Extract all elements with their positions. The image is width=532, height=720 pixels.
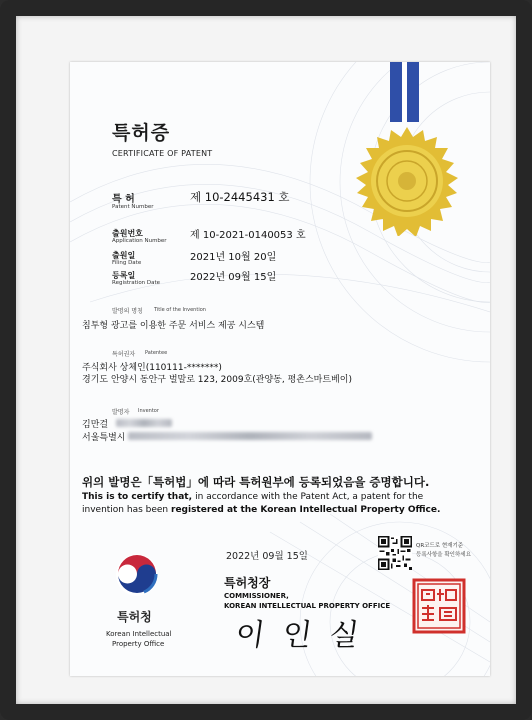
qr-instruction-line2: 등록사항을 확인하세요 — [416, 552, 471, 558]
inventor-label-english: Inventor — [138, 408, 159, 414]
certification-statement-english-line2 — [82, 505, 440, 515]
patent-number-label-english: Patent Number — [112, 204, 154, 210]
commissioner-title: 특허청장 — [224, 576, 271, 590]
filing-date-label-english: Filing Date — [112, 260, 142, 266]
invention-title-label-english: Title of the Invention — [154, 307, 206, 313]
certification-statement: 위의 발명은「특허법」에 따라 특허원부에 등록되었음을 증명합니다. — [82, 475, 430, 489]
filing-date-label: 출원일 — [112, 251, 136, 260]
patent-number-label: 특 허 — [112, 194, 135, 205]
registration-date-label: 등록일 — [112, 271, 136, 280]
cert-en-bold-2: registered at the Korean Intellectual Property Office. — [171, 505, 441, 515]
qr-code-icon — [378, 536, 412, 570]
application-number-value: 제 10-2021-0140053 호 — [190, 230, 306, 241]
cert-en-regular-2: invention has been — [82, 505, 171, 515]
inventor-label: 발명자 — [112, 409, 130, 416]
certification-statement-english-line1 — [82, 492, 423, 502]
application-number-label-english: Application Number — [112, 238, 167, 244]
application-number-label: 출원번호 — [112, 229, 143, 238]
frame-mat — [16, 16, 516, 704]
official-stamp-icon — [412, 578, 466, 634]
commissioner-signature: 이인실 — [233, 618, 379, 653]
cert-en-bold-1: This is to certify that, — [82, 492, 196, 502]
invention-title-label: 발명의 명칭 — [112, 308, 143, 315]
commissioner-title-english-line2: KOREAN INTELLECTUAL PROPERTY OFFICE — [224, 602, 391, 610]
inventor-name: 김만걸 — [82, 420, 109, 430]
patentee-name: 주식회사 상체인(110111-*******) — [82, 363, 222, 373]
redacted-inventor-address — [128, 432, 372, 440]
patentee-label-english: Patentee — [145, 350, 168, 356]
certificate-paper — [70, 62, 490, 676]
redacted-inventor-info — [116, 419, 172, 427]
office-name: 특허청 — [117, 610, 152, 624]
office-name-english-line2: Property Office — [112, 640, 165, 648]
patentee-label: 특허권자 — [112, 351, 136, 358]
gold-seal-icon — [352, 126, 462, 236]
registration-date-label-english: Registration Date — [112, 280, 161, 286]
commissioner-title-english-line1: COMMISSIONER, — [224, 592, 289, 600]
issue-date: 2022년 09월 15일 — [226, 551, 308, 562]
inventor-address: 서울특별시 — [82, 433, 126, 443]
korean-intellectual-property-office-logo — [114, 552, 160, 598]
cert-en-regular-1: in accordance with the Patent Act, a patent for the — [195, 492, 424, 502]
qr-instruction-line1: QR코드로 현재기준 — [416, 543, 464, 549]
ribbon-decoration — [388, 62, 428, 122]
office-name-english-line1: Korean Intellectual — [106, 630, 172, 638]
certificate-title-english: CERTIFICATE OF PATENT — [112, 149, 213, 158]
patent-number-value: 제 10-2445431 호 — [190, 190, 290, 204]
filing-date-value: 2021년 10월 20일 — [190, 252, 277, 263]
invention-title-value: 침투형 광고를 이용한 주문 서비스 제공 시스템 — [82, 321, 265, 331]
certificate-title: 특허증 — [112, 122, 171, 144]
registration-date-value: 2022년 09월 15일 — [190, 272, 277, 283]
patentee-address: 경기도 안양시 동안구 벌말로 123, 2009호(관양동, 평촌스마트베이) — [82, 375, 352, 385]
